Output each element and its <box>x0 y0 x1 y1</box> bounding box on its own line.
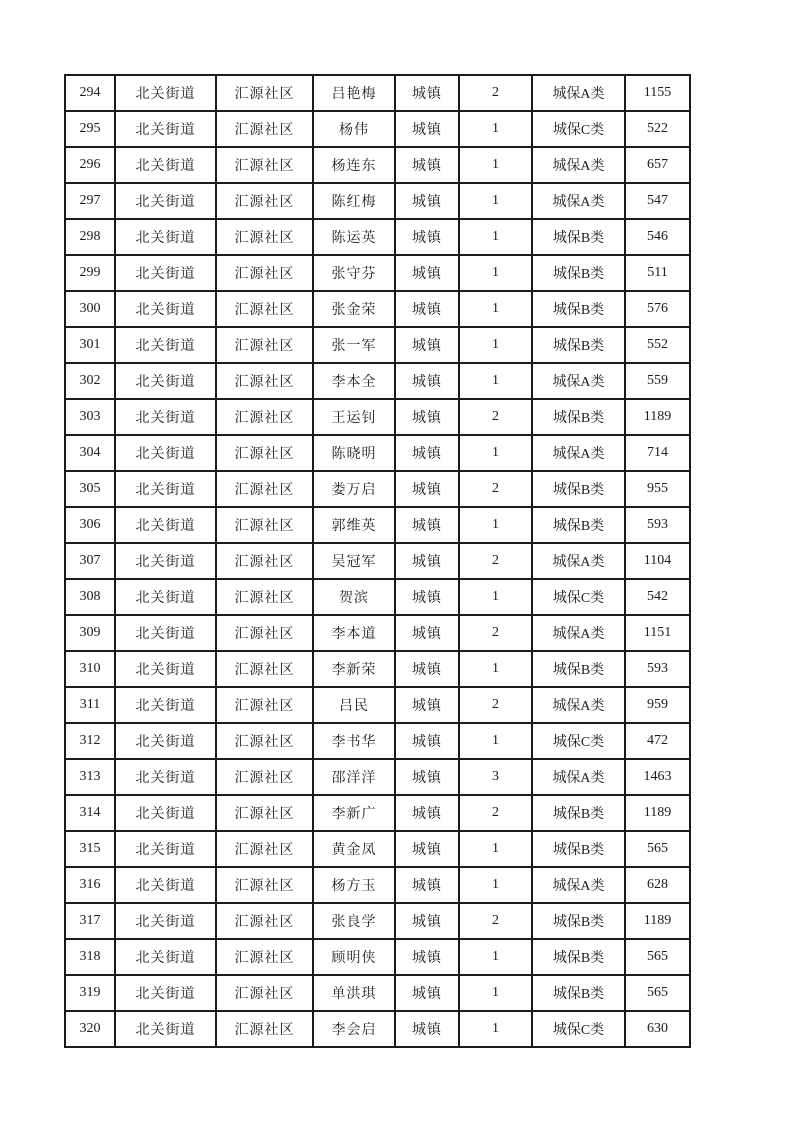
cell-insurance-category: 城保A类 <box>532 435 625 471</box>
cell-row-number: 306 <box>65 507 115 543</box>
cell-amount: 542 <box>625 579 690 615</box>
cell-community: 汇源社区 <box>216 291 313 327</box>
cell-street: 北关街道 <box>115 327 216 363</box>
cell-row-number: 318 <box>65 939 115 975</box>
cell-household-type: 城镇 <box>395 543 459 579</box>
cell-person-count: 2 <box>459 795 532 831</box>
cell-person-name: 黄金凤 <box>313 831 395 867</box>
cell-amount: 628 <box>625 867 690 903</box>
cell-street: 北关街道 <box>115 507 216 543</box>
cell-person-name: 李本道 <box>313 615 395 651</box>
cell-street: 北关街道 <box>115 435 216 471</box>
cell-household-type: 城镇 <box>395 471 459 507</box>
cell-street: 北关街道 <box>115 651 216 687</box>
cell-household-type: 城镇 <box>395 507 459 543</box>
cell-person-name: 吕民 <box>313 687 395 723</box>
cell-insurance-category: 城保C类 <box>532 111 625 147</box>
cell-person-count: 1 <box>459 147 532 183</box>
cell-person-name: 陈晓明 <box>313 435 395 471</box>
cell-person-name: 郭维英 <box>313 507 395 543</box>
benefits-table <box>64 74 691 1048</box>
cell-street: 北关街道 <box>115 75 216 111</box>
cell-street: 北关街道 <box>115 399 216 435</box>
cell-household-type: 城镇 <box>395 939 459 975</box>
cell-row-number: 320 <box>65 1011 115 1047</box>
cell-street: 北关街道 <box>115 183 216 219</box>
cell-community: 汇源社区 <box>216 1011 313 1047</box>
cell-amount: 959 <box>625 687 690 723</box>
cell-person-count: 1 <box>459 435 532 471</box>
cell-person-name: 张金荣 <box>313 291 395 327</box>
cell-insurance-category: 城保B类 <box>532 651 625 687</box>
cell-row-number: 317 <box>65 903 115 939</box>
cell-insurance-category: 城保B类 <box>532 219 625 255</box>
cell-amount: 522 <box>625 111 690 147</box>
cell-person-name: 张一军 <box>313 327 395 363</box>
cell-insurance-category: 城保B类 <box>532 795 625 831</box>
table-row <box>65 543 690 579</box>
cell-insurance-category: 城保A类 <box>532 75 625 111</box>
cell-amount: 714 <box>625 435 690 471</box>
cell-community: 汇源社区 <box>216 255 313 291</box>
table-row <box>65 147 690 183</box>
cell-person-name: 吴冠军 <box>313 543 395 579</box>
cell-person-name: 李新广 <box>313 795 395 831</box>
cell-person-count: 1 <box>459 327 532 363</box>
cell-street: 北关街道 <box>115 219 216 255</box>
cell-street: 北关街道 <box>115 939 216 975</box>
cell-person-count: 2 <box>459 399 532 435</box>
cell-amount: 511 <box>625 255 690 291</box>
cell-person-count: 1 <box>459 867 532 903</box>
cell-insurance-category: 城保B类 <box>532 255 625 291</box>
cell-insurance-category: 城保A类 <box>532 147 625 183</box>
cell-row-number: 305 <box>65 471 115 507</box>
cell-person-count: 1 <box>459 831 532 867</box>
cell-community: 汇源社区 <box>216 399 313 435</box>
cell-household-type: 城镇 <box>395 1011 459 1047</box>
cell-community: 汇源社区 <box>216 975 313 1011</box>
table-row <box>65 183 690 219</box>
cell-person-name: 李书华 <box>313 723 395 759</box>
cell-household-type: 城镇 <box>395 831 459 867</box>
table-row <box>65 903 690 939</box>
cell-row-number: 315 <box>65 831 115 867</box>
cell-household-type: 城镇 <box>395 903 459 939</box>
cell-person-count: 1 <box>459 111 532 147</box>
cell-person-name: 陈运英 <box>313 219 395 255</box>
cell-row-number: 298 <box>65 219 115 255</box>
cell-person-count: 1 <box>459 291 532 327</box>
cell-row-number: 316 <box>65 867 115 903</box>
cell-person-count: 2 <box>459 543 532 579</box>
cell-household-type: 城镇 <box>395 147 459 183</box>
cell-person-name: 陈红梅 <box>313 183 395 219</box>
cell-community: 汇源社区 <box>216 615 313 651</box>
cell-insurance-category: 城保B类 <box>532 903 625 939</box>
table-row <box>65 363 690 399</box>
cell-person-name: 杨方玉 <box>313 867 395 903</box>
cell-row-number: 319 <box>65 975 115 1011</box>
cell-street: 北关街道 <box>115 471 216 507</box>
cell-person-count: 1 <box>459 939 532 975</box>
cell-person-count: 2 <box>459 903 532 939</box>
table-row <box>65 687 690 723</box>
cell-household-type: 城镇 <box>395 399 459 435</box>
cell-row-number: 294 <box>65 75 115 111</box>
cell-person-count: 1 <box>459 363 532 399</box>
cell-community: 汇源社区 <box>216 471 313 507</box>
cell-community: 汇源社区 <box>216 183 313 219</box>
cell-street: 北关街道 <box>115 615 216 651</box>
cell-community: 汇源社区 <box>216 327 313 363</box>
cell-person-count: 3 <box>459 759 532 795</box>
cell-insurance-category: 城保B类 <box>532 507 625 543</box>
cell-household-type: 城镇 <box>395 75 459 111</box>
cell-community: 汇源社区 <box>216 795 313 831</box>
cell-amount: 565 <box>625 939 690 975</box>
cell-person-count: 1 <box>459 579 532 615</box>
cell-household-type: 城镇 <box>395 363 459 399</box>
cell-person-name: 张良学 <box>313 903 395 939</box>
table-row <box>65 327 690 363</box>
cell-amount: 657 <box>625 147 690 183</box>
cell-insurance-category: 城保A类 <box>532 183 625 219</box>
cell-street: 北关街道 <box>115 831 216 867</box>
cell-community: 汇源社区 <box>216 75 313 111</box>
cell-street: 北关街道 <box>115 255 216 291</box>
cell-insurance-category: 城保B类 <box>532 831 625 867</box>
cell-community: 汇源社区 <box>216 939 313 975</box>
cell-household-type: 城镇 <box>395 111 459 147</box>
cell-amount: 593 <box>625 507 690 543</box>
cell-row-number: 308 <box>65 579 115 615</box>
cell-person-name: 吕艳梅 <box>313 75 395 111</box>
cell-person-name: 贺滨 <box>313 579 395 615</box>
cell-household-type: 城镇 <box>395 291 459 327</box>
cell-person-count: 1 <box>459 183 532 219</box>
cell-insurance-category: 城保B类 <box>532 291 625 327</box>
table-row <box>65 651 690 687</box>
cell-row-number: 299 <box>65 255 115 291</box>
cell-insurance-category: 城保B类 <box>532 975 625 1011</box>
cell-row-number: 295 <box>65 111 115 147</box>
cell-amount: 1104 <box>625 543 690 579</box>
cell-community: 汇源社区 <box>216 111 313 147</box>
cell-amount: 472 <box>625 723 690 759</box>
cell-person-count: 2 <box>459 471 532 507</box>
table-row <box>65 975 690 1011</box>
cell-street: 北关街道 <box>115 543 216 579</box>
cell-insurance-category: 城保C类 <box>532 579 625 615</box>
cell-insurance-category: 城保C类 <box>532 1011 625 1047</box>
cell-person-name: 张守芬 <box>313 255 395 291</box>
cell-insurance-category: 城保A类 <box>532 687 625 723</box>
cell-row-number: 297 <box>65 183 115 219</box>
table-row <box>65 507 690 543</box>
cell-street: 北关街道 <box>115 579 216 615</box>
cell-insurance-category: 城保C类 <box>532 723 625 759</box>
cell-row-number: 307 <box>65 543 115 579</box>
table-row <box>65 1011 690 1047</box>
cell-person-count: 1 <box>459 723 532 759</box>
cell-street: 北关街道 <box>115 147 216 183</box>
cell-insurance-category: 城保A类 <box>532 759 625 795</box>
cell-person-name: 李会启 <box>313 1011 395 1047</box>
cell-insurance-category: 城保B类 <box>532 327 625 363</box>
cell-insurance-category: 城保B类 <box>532 471 625 507</box>
cell-amount: 559 <box>625 363 690 399</box>
cell-street: 北关街道 <box>115 111 216 147</box>
cell-household-type: 城镇 <box>395 723 459 759</box>
cell-street: 北关街道 <box>115 975 216 1011</box>
table-row <box>65 399 690 435</box>
benefits-table-body <box>65 75 690 1047</box>
cell-person-name: 杨连东 <box>313 147 395 183</box>
cell-row-number: 303 <box>65 399 115 435</box>
table-row <box>65 723 690 759</box>
cell-row-number: 312 <box>65 723 115 759</box>
cell-amount: 546 <box>625 219 690 255</box>
cell-insurance-category: 城保A类 <box>532 867 625 903</box>
cell-household-type: 城镇 <box>395 435 459 471</box>
cell-street: 北关街道 <box>115 1011 216 1047</box>
cell-community: 汇源社区 <box>216 651 313 687</box>
table-row <box>65 579 690 615</box>
cell-amount: 565 <box>625 831 690 867</box>
cell-amount: 1189 <box>625 795 690 831</box>
cell-person-count: 1 <box>459 255 532 291</box>
cell-row-number: 296 <box>65 147 115 183</box>
cell-person-count: 2 <box>459 75 532 111</box>
cell-insurance-category: 城保A类 <box>532 543 625 579</box>
cell-person-count: 1 <box>459 507 532 543</box>
table-row <box>65 867 690 903</box>
cell-person-name: 顾明侠 <box>313 939 395 975</box>
table-row <box>65 255 690 291</box>
table-row <box>65 219 690 255</box>
cell-street: 北关街道 <box>115 723 216 759</box>
cell-community: 汇源社区 <box>216 867 313 903</box>
cell-household-type: 城镇 <box>395 759 459 795</box>
cell-amount: 1155 <box>625 75 690 111</box>
table-row <box>65 795 690 831</box>
cell-person-name: 李本全 <box>313 363 395 399</box>
cell-person-count: 1 <box>459 651 532 687</box>
table-row <box>65 75 690 111</box>
cell-row-number: 304 <box>65 435 115 471</box>
cell-person-name: 邵洋洋 <box>313 759 395 795</box>
cell-row-number: 310 <box>65 651 115 687</box>
cell-household-type: 城镇 <box>395 615 459 651</box>
cell-street: 北关街道 <box>115 759 216 795</box>
cell-street: 北关街道 <box>115 903 216 939</box>
cell-community: 汇源社区 <box>216 759 313 795</box>
cell-household-type: 城镇 <box>395 795 459 831</box>
cell-person-name: 娄万启 <box>313 471 395 507</box>
cell-row-number: 314 <box>65 795 115 831</box>
cell-amount: 593 <box>625 651 690 687</box>
cell-household-type: 城镇 <box>395 327 459 363</box>
cell-community: 汇源社区 <box>216 507 313 543</box>
cell-street: 北关街道 <box>115 867 216 903</box>
table-row <box>65 111 690 147</box>
table-row <box>65 759 690 795</box>
cell-person-count: 2 <box>459 687 532 723</box>
cell-community: 汇源社区 <box>216 831 313 867</box>
cell-community: 汇源社区 <box>216 435 313 471</box>
cell-person-count: 2 <box>459 615 532 651</box>
cell-amount: 1463 <box>625 759 690 795</box>
cell-street: 北关街道 <box>115 687 216 723</box>
cell-amount: 1189 <box>625 399 690 435</box>
cell-street: 北关街道 <box>115 363 216 399</box>
cell-insurance-category: 城保B类 <box>532 399 625 435</box>
cell-person-count: 1 <box>459 1011 532 1047</box>
cell-community: 汇源社区 <box>216 687 313 723</box>
cell-community: 汇源社区 <box>216 903 313 939</box>
table-row <box>65 615 690 651</box>
cell-person-name: 王运钊 <box>313 399 395 435</box>
table-row <box>65 471 690 507</box>
cell-insurance-category: 城保A类 <box>532 615 625 651</box>
cell-household-type: 城镇 <box>395 183 459 219</box>
cell-household-type: 城镇 <box>395 687 459 723</box>
cell-amount: 1189 <box>625 903 690 939</box>
cell-person-name: 单洪琪 <box>313 975 395 1011</box>
cell-amount: 547 <box>625 183 690 219</box>
cell-household-type: 城镇 <box>395 579 459 615</box>
cell-street: 北关街道 <box>115 795 216 831</box>
cell-insurance-category: 城保B类 <box>532 939 625 975</box>
cell-row-number: 309 <box>65 615 115 651</box>
cell-amount: 552 <box>625 327 690 363</box>
cell-person-count: 1 <box>459 975 532 1011</box>
cell-row-number: 302 <box>65 363 115 399</box>
cell-household-type: 城镇 <box>395 219 459 255</box>
table-row <box>65 939 690 975</box>
cell-community: 汇源社区 <box>216 723 313 759</box>
cell-community: 汇源社区 <box>216 579 313 615</box>
cell-person-count: 1 <box>459 219 532 255</box>
cell-household-type: 城镇 <box>395 255 459 291</box>
cell-street: 北关街道 <box>115 291 216 327</box>
table-row <box>65 435 690 471</box>
cell-person-name: 李新荣 <box>313 651 395 687</box>
cell-amount: 565 <box>625 975 690 1011</box>
cell-row-number: 313 <box>65 759 115 795</box>
table-row <box>65 291 690 327</box>
cell-row-number: 311 <box>65 687 115 723</box>
cell-row-number: 300 <box>65 291 115 327</box>
cell-row-number: 301 <box>65 327 115 363</box>
cell-household-type: 城镇 <box>395 867 459 903</box>
cell-household-type: 城镇 <box>395 975 459 1011</box>
table-row <box>65 831 690 867</box>
cell-community: 汇源社区 <box>216 219 313 255</box>
cell-community: 汇源社区 <box>216 363 313 399</box>
cell-amount: 630 <box>625 1011 690 1047</box>
cell-community: 汇源社区 <box>216 543 313 579</box>
cell-person-name: 杨伟 <box>313 111 395 147</box>
cell-household-type: 城镇 <box>395 651 459 687</box>
cell-insurance-category: 城保A类 <box>532 363 625 399</box>
cell-amount: 576 <box>625 291 690 327</box>
cell-community: 汇源社区 <box>216 147 313 183</box>
cell-amount: 955 <box>625 471 690 507</box>
cell-amount: 1151 <box>625 615 690 651</box>
